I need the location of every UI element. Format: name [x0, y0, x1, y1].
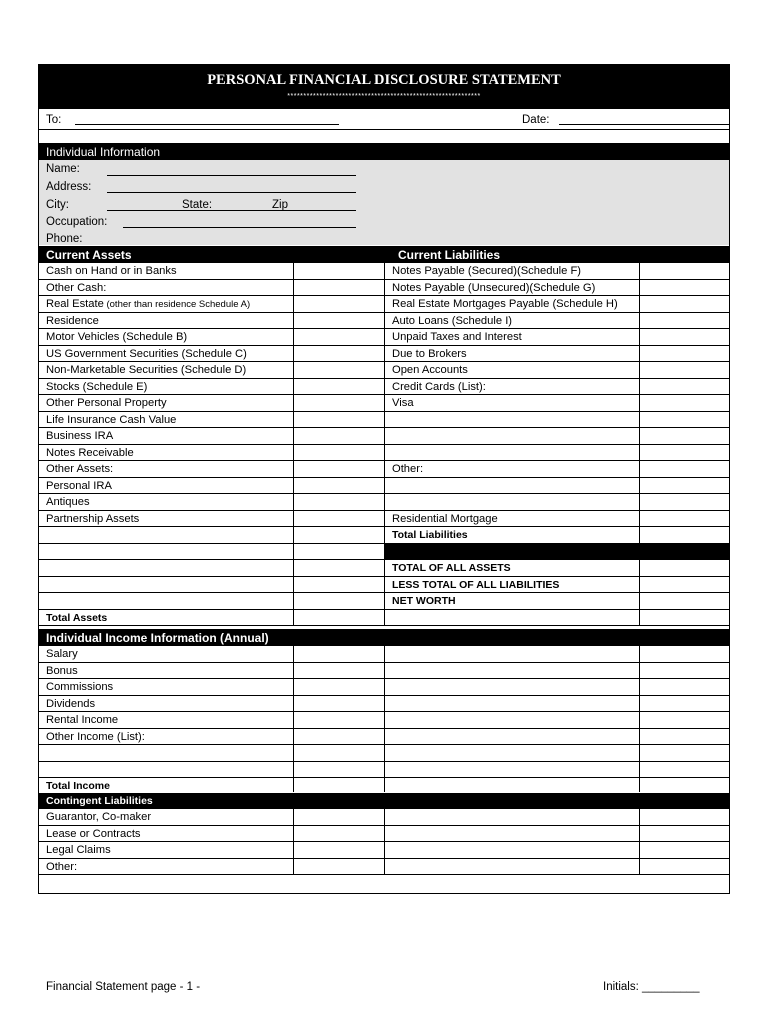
asset-amount-input[interactable] — [294, 461, 383, 477]
liability-amount-input[interactable] — [640, 560, 729, 576]
current-assets-heading: Current Assets — [46, 248, 132, 262]
contingent-amount-input[interactable] — [294, 826, 383, 842]
liability-amount-input[interactable] — [640, 511, 729, 527]
liability-label: Auto Loans (Schedule I) — [392, 314, 513, 327]
liability-label: Visa — [392, 397, 414, 409]
liability-amount-input[interactable] — [640, 296, 729, 312]
asset-label: Total Assets — [46, 611, 108, 624]
liability-label: Due to Brokers — [392, 347, 467, 360]
asset-amount-input[interactable] — [294, 428, 383, 444]
date-field[interactable] — [559, 124, 729, 125]
asset-amount-input[interactable] — [294, 527, 383, 543]
page-number: Financial Statement page - 1 - — [46, 981, 201, 993]
asset-amount-input[interactable] — [294, 544, 383, 560]
asset-label: Non-Marketable Securities (Schedule D) — [46, 364, 247, 376]
liability-amount-input[interactable] — [640, 263, 729, 279]
asset-label: Other Personal Property — [46, 397, 167, 409]
income-label: Bonus — [46, 664, 78, 677]
address-label: Address: — [46, 181, 92, 193]
col-divider — [639, 809, 640, 875]
asset-label: Residence — [46, 314, 99, 327]
asset-amount-input[interactable] — [294, 445, 383, 461]
liability-amount-input[interactable] — [640, 379, 729, 395]
liability-label: Residential Mortgage — [392, 512, 498, 525]
asset-amount-input[interactable] — [294, 577, 383, 593]
liability-amount-input[interactable] — [640, 494, 729, 510]
asset-amount-input[interactable] — [294, 263, 383, 279]
liability-label: LESS TOTAL OF ALL LIABILITIES — [392, 578, 560, 591]
income-band — [39, 629, 729, 646]
col-divider — [384, 263, 385, 626]
asset-label-group — [46, 297, 250, 312]
liability-amount-input[interactable] — [640, 412, 729, 428]
col-divider — [293, 263, 294, 626]
income-label: Salary — [46, 648, 78, 660]
income-amount-input[interactable] — [294, 696, 383, 712]
asset-amount-input[interactable] — [294, 511, 383, 527]
initials-field[interactable]: Initials: _________ — [603, 981, 700, 993]
liability-amount-input[interactable] — [640, 577, 729, 593]
liability-amount-input[interactable] — [640, 610, 729, 626]
liability-amount-input[interactable] — [640, 461, 729, 477]
asset-amount-input[interactable] — [294, 412, 383, 428]
income-amount-input[interactable] — [294, 729, 383, 745]
individual-info-area — [39, 160, 729, 245]
asset-label: Partnership Assets — [46, 512, 140, 525]
income-label: Other Income (List): — [46, 730, 145, 743]
asset-label: Real Estate — [46, 298, 104, 310]
assets-liabilities-band — [39, 246, 729, 263]
liability-label: Open Accounts — [392, 364, 468, 376]
liability-label: Credit Cards (List): — [392, 380, 486, 393]
asset-amount-input[interactable] — [294, 296, 383, 312]
state-label: State: — [182, 199, 213, 211]
liability-amount-input[interactable] — [640, 362, 729, 378]
date-label: Date: — [522, 114, 550, 126]
asset-label: Other Assets: — [46, 463, 114, 475]
individual-info-heading: Individual Information — [46, 145, 161, 159]
liability-label: Real Estate Mortgages Payable (Schedule H) — [392, 298, 618, 310]
income-amount-input[interactable] — [294, 663, 383, 679]
asset-amount-input[interactable] — [294, 494, 383, 510]
liability-amount-input[interactable] — [640, 593, 729, 609]
asset-amount-input[interactable] — [294, 478, 383, 494]
asset-label: Personal IRA — [46, 479, 112, 492]
liability-label: TOTAL OF ALL ASSETS — [392, 562, 511, 574]
asset-label: Cash on Hand or in Banks — [46, 265, 177, 277]
title-dots: ************************************************************ — [287, 93, 481, 100]
asset-amount-input[interactable] — [294, 560, 383, 576]
contingent-band — [39, 793, 729, 809]
current-liabilities-heading: Current Liabilities — [398, 248, 501, 262]
contingent-amount-input[interactable] — [294, 809, 383, 825]
income-label: Commissions — [46, 681, 114, 693]
title-band — [39, 65, 729, 109]
occupation-label: Occupation: — [46, 216, 108, 228]
contingent-heading: Contingent Liabilities — [46, 795, 153, 807]
occupation-field[interactable] — [123, 227, 356, 228]
phone-label: Phone: — [46, 233, 83, 245]
liability-amount-input[interactable] — [640, 346, 729, 362]
form-title: PERSONAL FINANCIAL DISCLOSURE STATEMENT — [207, 72, 561, 88]
liability-amount-input[interactable] — [640, 395, 729, 411]
asset-amount-input[interactable] — [294, 395, 383, 411]
contingent-label: Lease or Contracts — [46, 827, 141, 840]
asset-label: Motor Vehicles (Schedule B) — [46, 331, 188, 343]
contingent-label: Other: — [46, 860, 78, 873]
asset-amount-input[interactable] — [294, 593, 383, 609]
contingent-label: Guarantor, Co-maker — [46, 811, 152, 823]
col-divider — [293, 809, 294, 875]
col-divider — [384, 646, 385, 792]
asset-amount-input[interactable] — [294, 313, 383, 329]
to-label: To: — [46, 114, 62, 126]
liability-amount-input[interactable] — [640, 329, 729, 345]
income-amount-input[interactable] — [294, 762, 383, 778]
liability-label: Notes Payable (Secured)(Schedule F) — [392, 265, 582, 277]
asset-label: Other Cash: — [46, 281, 107, 294]
asset-label: US Government Securities (Schedule C) — [46, 347, 247, 360]
name-field[interactable] — [107, 175, 356, 176]
contingent-amount-input[interactable] — [294, 859, 383, 875]
liability-amount-input[interactable] — [640, 428, 729, 444]
asset-label: Stocks (Schedule E) — [46, 380, 148, 393]
financial-statement-form — [38, 64, 730, 894]
liability-label: Notes Payable (Unsecured)(Schedule G) — [392, 281, 596, 294]
income-amount-input[interactable] — [294, 712, 383, 728]
asset-amount-input[interactable] — [294, 346, 383, 362]
liability-label: Total Liabilities — [392, 529, 468, 541]
liability-amount-input[interactable] — [640, 445, 729, 461]
liability-amount-input[interactable] — [640, 527, 729, 543]
liability-amount-input[interactable] — [640, 478, 729, 494]
asset-label: Life Insurance Cash Value — [46, 413, 177, 426]
asset-amount-input[interactable] — [294, 610, 383, 626]
to-field[interactable] — [75, 124, 339, 125]
black-separator — [385, 544, 729, 561]
asset-label-note: (other than residence Schedule A) — [103, 299, 251, 310]
income-label: Dividends — [46, 697, 96, 710]
income-amount-input[interactable] — [294, 745, 383, 761]
col-divider — [293, 646, 294, 792]
liability-label: Unpaid Taxes and Interest — [392, 331, 522, 343]
asset-label: Business IRA — [46, 430, 114, 442]
income-label: Rental Income — [46, 714, 119, 726]
income-heading: Individual Income Information (Annual) — [46, 631, 269, 645]
city-state-zip-field[interactable] — [107, 210, 356, 211]
contingent-amount-input[interactable] — [294, 842, 383, 858]
income-amount-input[interactable] — [294, 679, 383, 695]
liability-amount-input[interactable] — [640, 313, 729, 329]
zip-label: Zip — [272, 199, 288, 211]
asset-amount-input[interactable] — [294, 329, 383, 345]
liability-label: NET WORTH — [392, 595, 456, 607]
asset-label: Antiques — [46, 496, 90, 508]
city-label: City: — [46, 199, 69, 211]
individual-info-band — [39, 143, 729, 160]
name-label: Name: — [46, 163, 80, 175]
col-divider — [639, 646, 640, 792]
col-divider — [384, 809, 385, 875]
asset-label: Notes Receivable — [46, 446, 134, 459]
total-income-label: Total Income — [46, 780, 110, 792]
liability-amount-input[interactable] — [640, 280, 729, 296]
asset-amount-input[interactable] — [294, 379, 383, 395]
asset-amount-input[interactable] — [294, 280, 383, 296]
liability-label: Other: — [392, 463, 424, 475]
address-field[interactable] — [107, 192, 356, 193]
contingent-label: Legal Claims — [46, 844, 111, 856]
asset-amount-input[interactable] — [294, 362, 383, 378]
col-divider — [639, 263, 640, 626]
income-amount-input[interactable] — [294, 646, 383, 662]
divider — [39, 129, 729, 130]
